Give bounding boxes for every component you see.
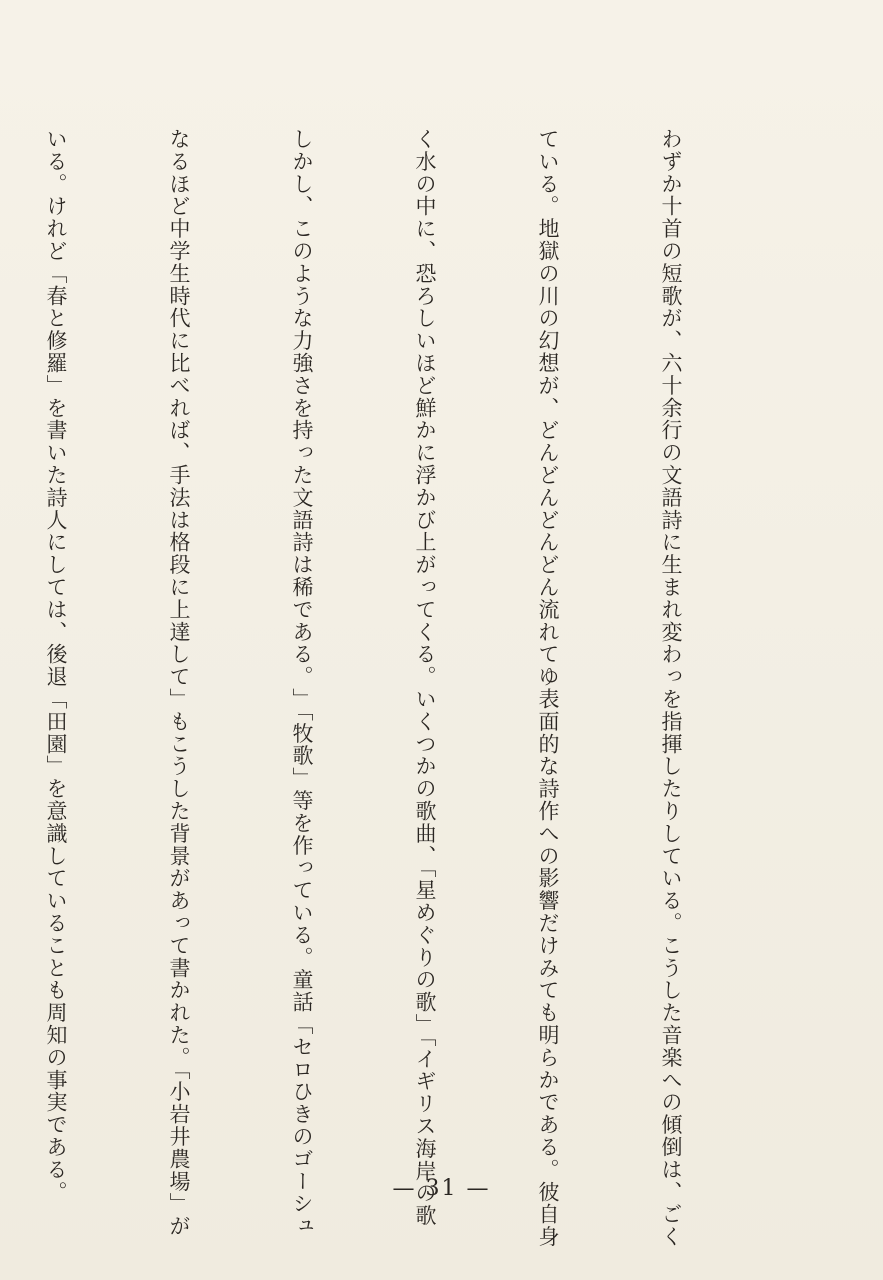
text-line: く水の中に、恐ろしいほど鮮かに浮かび上がってくる。	[413, 128, 437, 688]
text-line: 」「牧歌」等を作っている。童話「セロひきのゴーシュ	[290, 688, 314, 1238]
text-line: なるほど中学生時代に比べれば、手法は格段に上達して	[167, 128, 191, 688]
text-line: しかし、このような力強さを持った文語詩は稀である。	[290, 128, 314, 688]
text-line: 」もこうした背景があって書かれた。「小岩井農場」が	[167, 688, 191, 1238]
upper-text-block	[0, 128, 773, 688]
text-line: を指揮したりしている。こうした音楽への傾倒は、ごく	[659, 688, 683, 1248]
text-line: 表面的な詩作への影響だけみても明らかである。彼自身	[536, 688, 560, 1248]
text-line: わずか十首の短歌が、六十余行の文語詩に生まれ変わっ	[659, 128, 683, 688]
text-line: いる。けれど「春と修羅」を書いた詩人にしては、後退	[44, 128, 68, 688]
text-line: いくつかの歌曲、「星めぐりの歌」「イギリス海岸の歌	[413, 688, 437, 1227]
text-line: ている。地獄の川の幻想が、どんどんどんどん流れてゆ	[536, 128, 560, 688]
text-line: 「田園」を意識していることも周知の事実である。	[44, 688, 68, 1204]
page-number: — 31 —	[392, 1176, 491, 1201]
